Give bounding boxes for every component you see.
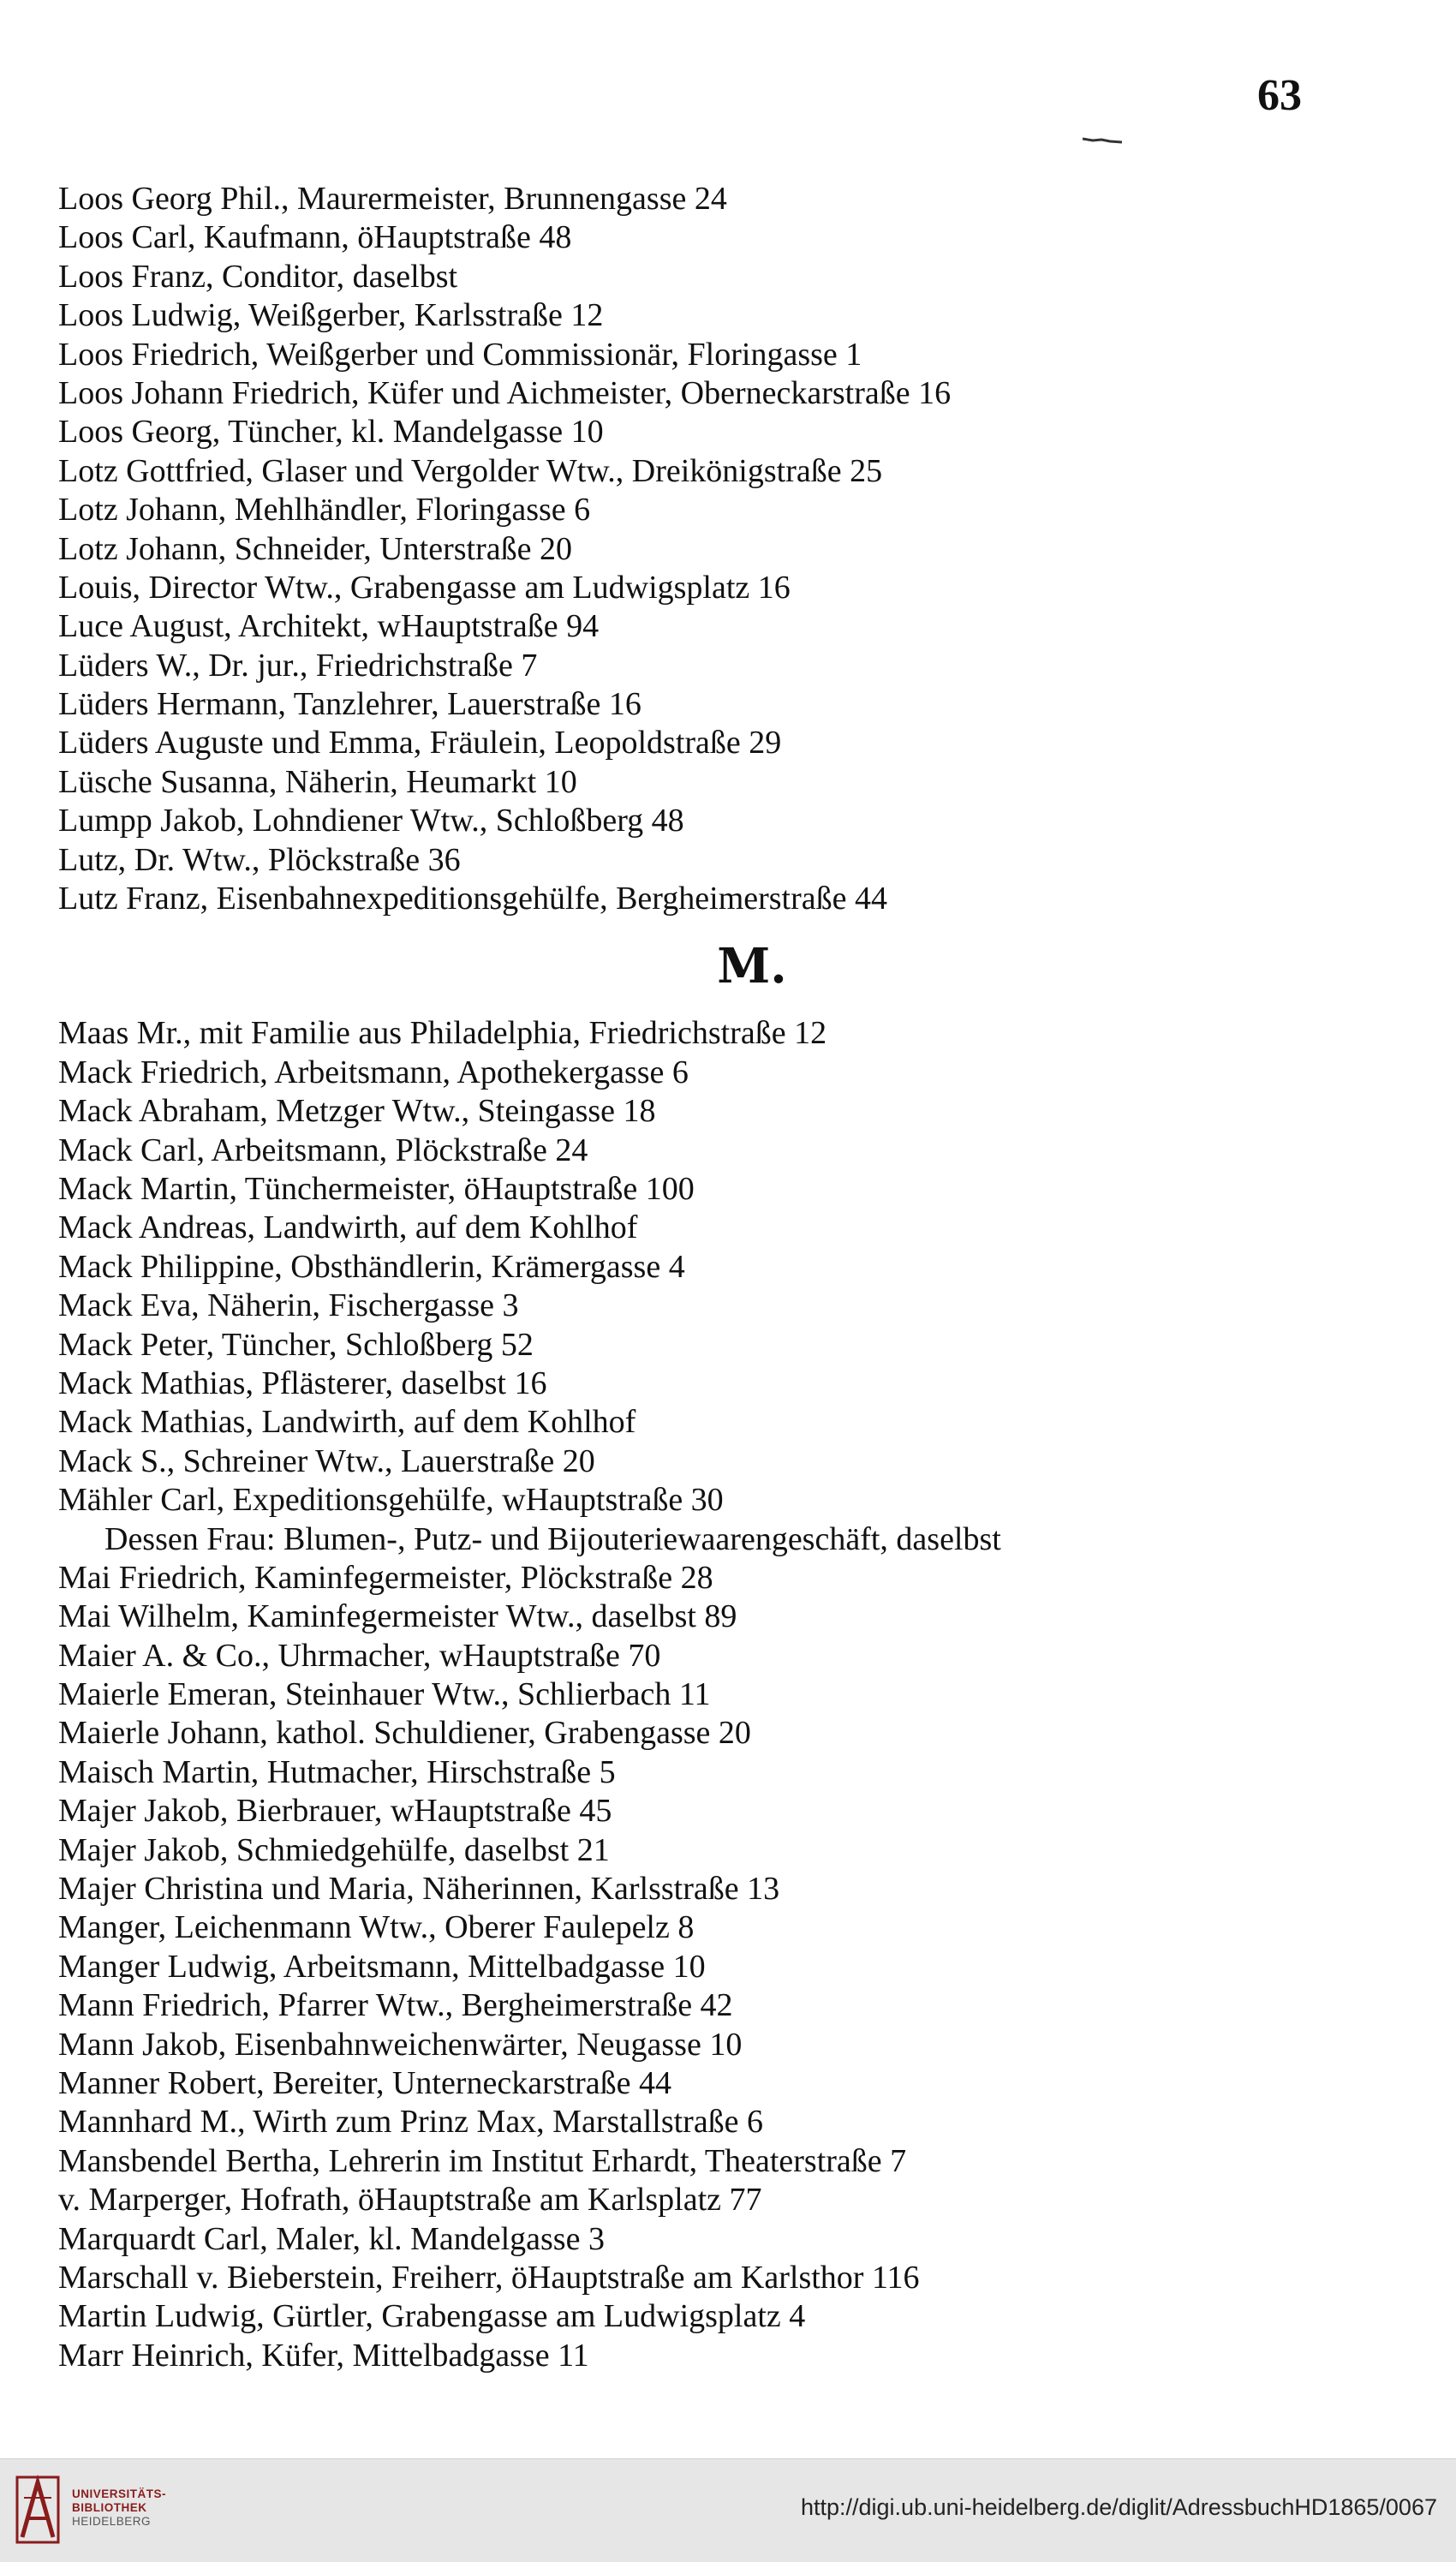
library-name-line: UNIVERSITÄTS- [72, 2487, 167, 2500]
directory-entry: Mack Abraham, Metzger Wtw., Steingasse 18 [58, 1093, 656, 1130]
directory-entry: Maier A. & Co., Uhrmacher, wHauptstraße 70 [58, 1637, 661, 1674]
directory-entry: Marschall v. Bieberstein, Freiherr, öHauptstraße am Karlsthor 116 [58, 2259, 920, 2296]
directory-entry: Majer Jakob, Schmiedgehülfe, daselbst 21 [58, 1831, 610, 1868]
directory-entry: Mai Wilhelm, Kaminfegermeister Wtw., daselbst 89 [58, 1598, 737, 1635]
directory-entry: Lutz Franz, Eisenbahnexpeditionsgehülfe, Bergheimerstraße 44 [58, 881, 887, 917]
directory-entry: Mähler Carl, Expeditionsgehülfe, wHauptstraße 30 [58, 1482, 724, 1519]
ink-mark [1081, 135, 1124, 146]
heidelberg-library-logo-icon[interactable] [15, 2469, 60, 2551]
directory-entry: Mack Carl, Arbeitsmann, Plöckstraße 24 [58, 1132, 588, 1168]
directory-entry: Lotz Johann, Schneider, Unterstraße 20 [58, 530, 572, 567]
directory-entry: Mack Mathias, Landwirth, auf dem Kohlhof [58, 1404, 636, 1441]
directory-entry: Loos Franz, Conditor, daselbst [58, 258, 458, 295]
directory-entry: Loos Carl, Kaufmann, öHauptstraße 48 [58, 219, 572, 256]
directory-entry: Manger, Leichenmann Wtw., Oberer Faulepelz 8 [58, 1909, 695, 1946]
directory-entry-continuation: Dessen Frau: Blumen-, Putz- und Bijouteriewaarengeschäft, daselbst [104, 1520, 1001, 1557]
directory-entry: Lüders Hermann, Tanzlehrer, Lauerstraße 16 [58, 686, 641, 723]
directory-entry: v. Marperger, Hofrath, öHauptstraße am Karlsplatz 77 [58, 2182, 762, 2219]
directory-entry: Lüsche Susanna, Näherin, Heumarkt 10 [58, 763, 577, 800]
directory-entry: Loos Johann Friedrich, Küfer und Aichmeister, Oberneckarstraße 16 [58, 374, 952, 411]
directory-entry: Mack Friedrich, Arbeitsmann, Apothekergasse 6 [58, 1054, 689, 1090]
directory-entry: Maierle Emeran, Steinhauer Wtw., Schlierbach 11 [58, 1676, 711, 1713]
directory-entry: Loos Ludwig, Weißgerber, Karlsstraße 12 [58, 297, 604, 334]
directory-entry: Manner Robert, Bereiter, Unterneckarstraße 44 [58, 2064, 671, 2101]
directory-entry: Lüders W., Dr. jur., Friedrichstraße 7 [58, 647, 538, 684]
directory-entries [58, 180, 1394, 2375]
directory-entry: Loos Georg Phil., Maurermeister, Brunnengasse 24 [58, 181, 727, 217]
directory-entry: Mack Mathias, Pflästerer, daselbst 16 [58, 1365, 547, 1401]
library-name[interactable] [72, 2487, 166, 2529]
directory-entry: Lotz Gottfried, Glaser und Vergolder Wtw., Dreikönigstraße 25 [58, 452, 883, 489]
directory-entry: Lutz, Dr. Wtw., Plöckstraße 36 [58, 841, 461, 878]
directory-entry: Martin Ludwig, Gürtler, Grabengasse am Ludwigsplatz 4 [58, 2298, 806, 2335]
directory-entry: Marr Heinrich, Küfer, Mittelbadgasse 11 [58, 2337, 589, 2374]
directory-entry: Mack Andreas, Landwirth, auf dem Kohlhof [58, 1209, 638, 1246]
section-heading-m: M. [717, 938, 787, 995]
directory-entry: Marquardt Carl, Maler, kl. Mandelgasse 3 [58, 2220, 605, 2257]
directory-entry: Mai Friedrich, Kaminfegermeister, Plöckstraße 28 [58, 1559, 713, 1596]
directory-entry: Maas Mr., mit Familie aus Philadelphia, Friedrichstraße 12 [58, 1015, 827, 1052]
directory-entry: Lotz Johann, Mehlhändler, Floringasse 6 [58, 492, 591, 529]
directory-entry: Majer Christina und Maria, Näherinnen, Karlsstraße 13 [58, 1871, 780, 1908]
directory-entry: Loos Friedrich, Weißgerber und Commissionär, Floringasse 1 [58, 336, 862, 373]
directory-entry: Maisch Martin, Hutmacher, Hirschstraße 5 [58, 1753, 616, 1790]
directory-entry: Mack Philippine, Obsthändlerin, Krämergasse 4 [58, 1248, 685, 1285]
directory-entry: Mannhard M., Wirth zum Prinz Max, Marstallstraße 6 [58, 2104, 764, 2141]
directory-entry: Majer Jakob, Bierbrauer, wHauptstraße 45 [58, 1793, 612, 1830]
directory-entry: Mann Jakob, Eisenbahnweichenwärter, Neugasse 10 [58, 2026, 743, 2063]
library-name-line: HEIDELBERG [72, 2515, 152, 2528]
directory-entry: Mann Friedrich, Pfarrer Wtw., Bergheimerstraße 42 [58, 1987, 733, 2024]
directory-entry: Mack S., Schreiner Wtw., Lauerstraße 20 [58, 1442, 595, 1479]
directory-entry: Lüders Auguste und Emma, Fräulein, Leopoldstraße 29 [58, 725, 782, 761]
directory-entry: Loos Georg, Tüncher, kl. Mandelgasse 10 [58, 414, 604, 451]
directory-entry: Manger Ludwig, Arbeitsmann, Mittelbadgasse 10 [58, 1948, 706, 1985]
directory-entry: Luce August, Architekt, wHauptstraße 94 [58, 608, 600, 645]
directory-entry: Louis, Director Wtw., Grabengasse am Ludwigsplatz 16 [58, 569, 791, 606]
source-url-link[interactable]: http://digi.ub.uni-heidelberg.de/diglit/AdressbuchHD1865/0067 [800, 2494, 1437, 2520]
directory-entry: Maierle Johann, kathol. Schuldiener, Grabengasse 20 [58, 1715, 751, 1752]
directory-entry: Mack Peter, Tüncher, Schloßberg 52 [58, 1326, 534, 1363]
directory-entry: Lumpp Jakob, Lohndiener Wtw., Schloßberg 48 [58, 803, 684, 839]
directory-entry: Mack Eva, Näherin, Fischergasse 3 [58, 1287, 519, 1324]
page-number: 63 [1257, 71, 1302, 120]
directory-entry: Mansbendel Bertha, Lehrerin im Institut Erhardt, Theaterstraße 7 [58, 2142, 907, 2179]
library-name-line: BIBLIOTHEK [72, 2501, 147, 2514]
directory-entry: Mack Martin, Tünchermeister, öHauptstraße 100 [58, 1170, 695, 1207]
